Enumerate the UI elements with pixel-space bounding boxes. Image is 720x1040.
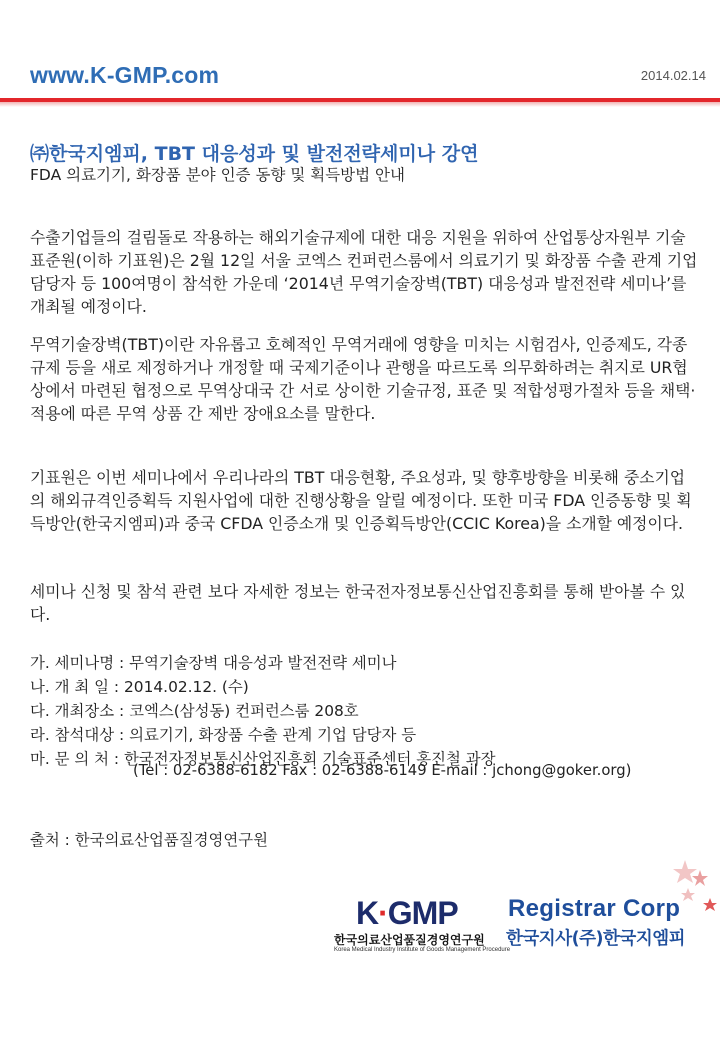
detail-seminar-name: 가. 세미나명 : 무역기술장벽 대응성과 발전전략 세미나 bbox=[30, 654, 397, 672]
star-large bbox=[673, 860, 697, 883]
detail-venue: 다. 개최장소 : 코엑스(삼성동) 컨퍼런스룸 208호 bbox=[30, 702, 359, 720]
kgmp-logo bbox=[334, 895, 516, 965]
kgmp-logo-gmp: GMP bbox=[387, 895, 458, 931]
paragraph-4: 세미나 신청 및 참석 관련 보다 자세한 정보는 한국전자정보통신산업진흥회를 통해 받아볼 수 있다. bbox=[30, 582, 686, 624]
detail-audience: 라. 참석대상 : 의료기기, 화장품 수출 관계 기업 담당자 등 bbox=[30, 726, 417, 744]
kgmp-logo-korean-name: 한국의료산업품질경영연구원 bbox=[334, 933, 485, 947]
paragraph-2: 무역기술장벽(TBT)이란 자유롭고 호혜적인 무역거래에 영향을 미치는 시험검사, 인증제도, 각종 규제 등을 새로 제정하거나 개정할 때 국제기준이나 관행을 따르도록 의무화하려는 취지로 UR협상에서 마련된 협정으로 무역상대국 간 서로 상이한 기술규정, 표준 및 적합성평가절차 등을 채택·적용에 따른 무역 상품 간 제반 장애요소를 말한다. bbox=[30, 335, 696, 423]
paragraph-3: 기표원은 이번 세미나에서 우리나라의 TBT 대응현황, 주요성과, 및 향후방향을 비롯해 중소기업의 해외규격인증획득 지원사업에 대한 진행상황을 알릴 예정이다. 또한 미국 FDA 인증동향 및 획득방안(한국지엠피)과 중국 CFDA 인증소개 및 인증획득방안(CCIC Korea)을 소개할 예정이다. bbox=[30, 468, 692, 533]
source-credit: 출처 : 한국의료산업품질경영연구원 bbox=[30, 831, 268, 849]
article-subtitle: FDA 의료기기, 화장품 분야 인증 동향 및 획득방법 안내 bbox=[30, 166, 405, 184]
kgmp-logo-mark bbox=[356, 895, 458, 932]
site-url-link[interactable]: www.K-GMP.com bbox=[30, 62, 220, 88]
detail-inquiry: 마. 문 의 처 : 한국전자정보통신산업진흥회 기술표준센터 홍진철 과장 bbox=[30, 750, 496, 768]
contact-info: (Tel : 02-6388-6182 Fax : 02-6388-6149 E-mail : jchong@goker.org) bbox=[133, 762, 632, 779]
stars-icon bbox=[660, 858, 720, 928]
paragraph-1: 수출기업들의 걸림돌로 작용하는 해외기술규제에 대한 대응 지원을 위하여 산업통상자원부 기술표준원(이하 기표원)은 2월 12일 서울 코엑스 컨퍼런스룸에서 의료기기 및 화장품 수출 관계 기업 담당자 등 100여명이 참석한 가운데 ‘2014년 무역기술장벽(TBT) 대응성과 발전전략 세미나’를 개최될 예정이다. bbox=[30, 228, 698, 316]
kgmp-logo-dot: · bbox=[378, 895, 388, 931]
star-red bbox=[703, 898, 717, 911]
header bbox=[0, 0, 720, 110]
seminar-details bbox=[30, 651, 710, 771]
kgmp-logo-k: K bbox=[356, 895, 379, 931]
star-small bbox=[681, 888, 695, 901]
article-title: ㈜한국지엠피, TBT 대응성과 및 발전전략세미나 강연 bbox=[30, 143, 479, 165]
registrar-corp-korean-name: 한국지사(주)한국지엠피 bbox=[506, 929, 686, 949]
publish-date: 2014.02.14 bbox=[640, 68, 706, 83]
kgmp-logo-english-name: Korea Medical Industry Institute of Goods Management Procedure bbox=[334, 947, 511, 953]
registrar-corp-name: Registrar Corp bbox=[508, 895, 681, 922]
star-medium bbox=[692, 870, 708, 886]
detail-date: 나. 개 최 일 : 2014.02.12. (수) bbox=[30, 678, 249, 696]
header-divider-shadow bbox=[0, 102, 720, 107]
